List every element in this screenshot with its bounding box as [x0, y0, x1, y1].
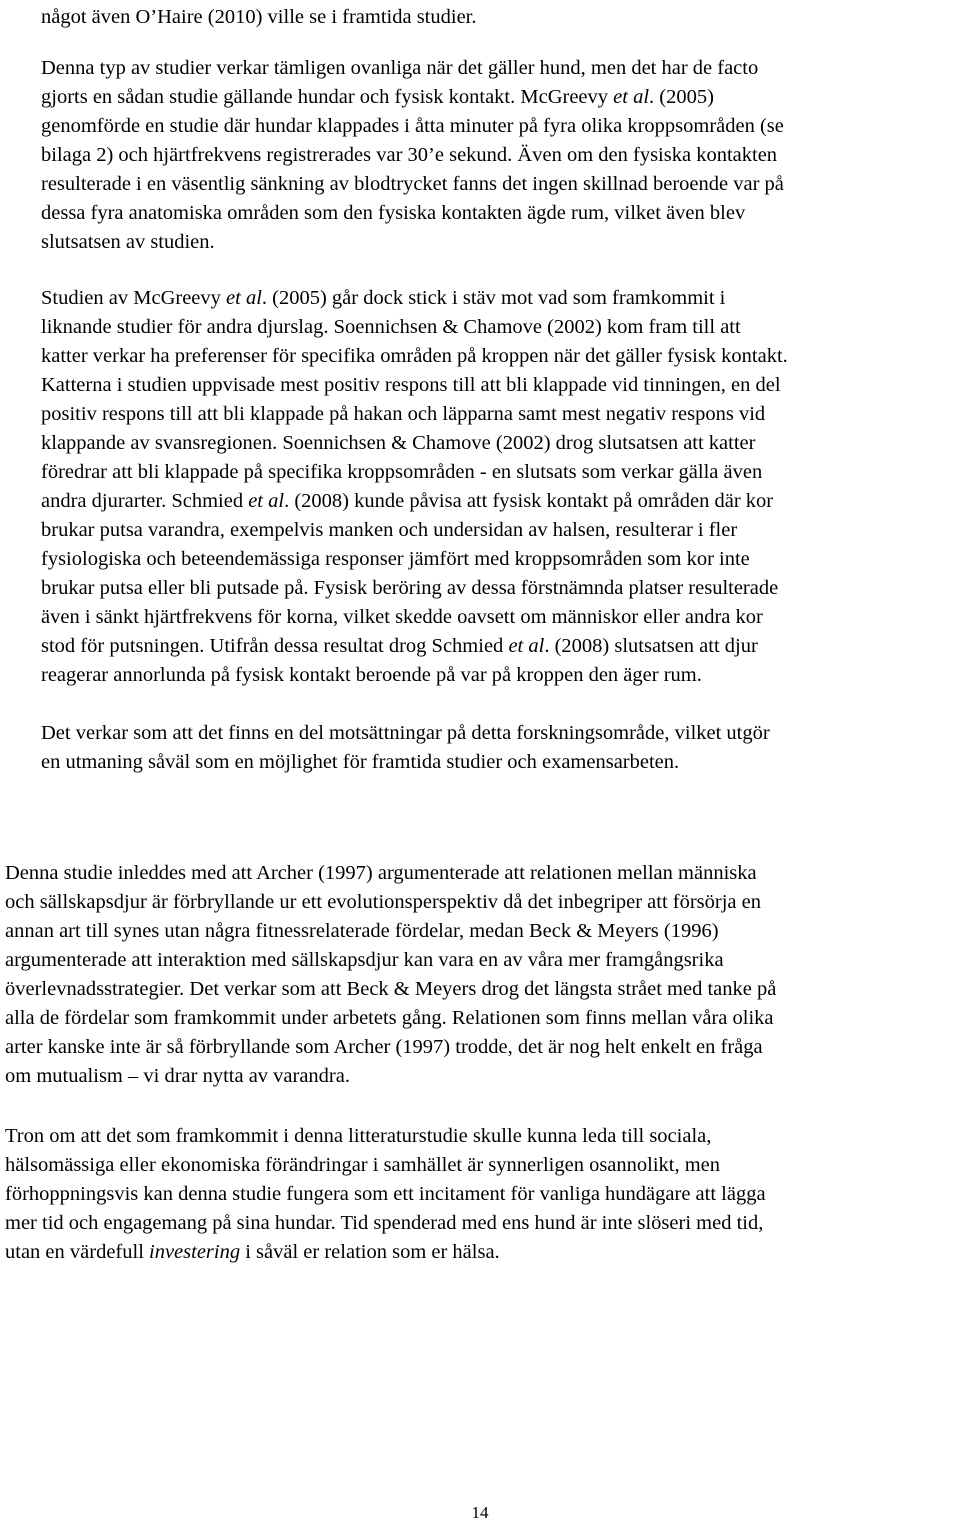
text-line: [41, 228, 784, 257]
text-line: [5, 917, 776, 946]
text-segment: klappande av svansregionen. Soennichsen & Chamove (2002) drog slutsatsen att katter: [41, 432, 756, 454]
text-line: [41, 661, 788, 690]
text-line: [5, 1180, 766, 1209]
text-segment: och sällskapsdjur är förbryllande ur ett evolutionsperspektiv då det inbegriper att försörja en: [5, 891, 761, 913]
paragraph-contrasting-studies: [41, 284, 788, 690]
text-line: [41, 199, 784, 228]
text-line: [5, 1151, 766, 1180]
italic-text-segment: et al: [226, 287, 262, 309]
text-segment: argumenterade att interaktion med sällskapsdjur kan vara en av våra mer framgångsrika: [5, 949, 724, 971]
page-number: 14: [471, 1503, 489, 1522]
text-segment: Det verkar som att det finns en del motsättningar på detta forskningsområde, vilket utgör: [41, 722, 770, 744]
text-segment: reagerar annorlunda på fysisk kontakt beroende på var på kroppen den äger rum.: [41, 664, 702, 686]
text-segment: slutsatsen av studien.: [41, 231, 215, 253]
text-line: [5, 888, 776, 917]
text-segment: något även O’Haire (2010) ville se i framtida studier.: [41, 6, 477, 28]
text-line: [41, 487, 788, 516]
italic-text-segment: et al: [508, 635, 545, 657]
text-line: [5, 1238, 766, 1267]
text-segment: brukar putsa eller bli putsade på. Fysisk beröring av dessa förstnämnda platser resulterade: [41, 577, 779, 599]
text-line: [41, 458, 788, 487]
text-line: [41, 170, 784, 199]
text-line: [41, 400, 788, 429]
text-segment: positiv respons till att bli klappade på hakan och läpparna samt mest negativ respons vid: [41, 403, 766, 425]
text-segment: överlevnadsstrategier. Det verkar som att Beck & Meyers drog det längsta strået med tanke på: [5, 978, 777, 1000]
text-segment: . (2005): [649, 86, 714, 108]
text-segment: i såväl er relation som er hälsa.: [240, 1241, 500, 1263]
text-segment: bilaga 2) och hjärtfrekvens registrerades var 30’e sekund. Även om den fysiska kontakten: [41, 144, 778, 166]
text-line: [5, 1062, 776, 1091]
text-line: [41, 545, 788, 574]
text-line: [5, 1209, 766, 1238]
text-line: [41, 141, 784, 170]
text-segment: resulterade i en väsentlig sänkning av blodtrycket fanns det ingen skillnad beroende var på: [41, 173, 784, 195]
text-line: [41, 83, 784, 112]
text-line: [41, 3, 477, 32]
text-line: [41, 632, 788, 661]
text-segment: genomförde en studie där hundar klappades i åtta minuter på fyra olika kroppsområden (se: [41, 115, 784, 137]
text-line: [5, 975, 776, 1004]
text-segment: arter kanske inte är så förbryllande som Archer (1997) trodde, det är nog helt enkelt en fråga: [5, 1036, 763, 1058]
text-segment: . (2005) går dock stick i stäv mot vad som framkommit i: [261, 287, 726, 309]
text-segment: fysiologiska och beteendemässiga responser jämfört med kroppsområden som kor inte: [41, 548, 750, 570]
paragraph-contradictions: [41, 719, 770, 777]
text-segment: . (2008) kunde påvisa att fysisk kontakt på områden där kor: [284, 490, 774, 512]
text-segment: även i sänkt hjärtfrekvens för korna, vilket skedde oavsett om människor eller andra kor: [41, 606, 763, 628]
text-line: [41, 54, 784, 83]
text-line: [5, 946, 776, 975]
paragraph-final-remarks: [5, 1122, 766, 1267]
text-line: [41, 574, 788, 603]
text-segment: Denna studie inleddes med att Archer (1997) argumenterade att relationen mellan människa: [5, 862, 757, 884]
text-segment: gjorts en sådan studie gällande hundar och fysisk kontakt. McGreevy: [41, 86, 614, 108]
italic-text-segment: investering: [149, 1241, 241, 1263]
text-segment: . (2008) slutsatsen att djur: [544, 635, 758, 657]
text-segment: Tron om att det som framkommit i denna litteraturstudie skulle kunna leda till sociala,: [5, 1125, 712, 1147]
text-line: [41, 429, 788, 458]
italic-text-segment: et al: [613, 86, 650, 108]
text-line: [5, 859, 776, 888]
text-segment: katter verkar ha preferenser för specifika områden på kroppen när det gäller fysisk kontakt.: [41, 345, 788, 367]
text-line: [41, 342, 788, 371]
text-line: [5, 1122, 766, 1151]
text-line: [41, 516, 788, 545]
text-segment: om mutualism – vi drar nytta av varandra.: [5, 1065, 350, 1087]
text-segment: dessa fyra anatomiska områden som den fysiska kontakten ägde rum, vilket även blev: [41, 202, 746, 224]
text-line: [5, 1033, 776, 1062]
text-segment: en utmaning såväl som en möjlighet för framtida studier och examensarbeten.: [41, 751, 680, 773]
text-segment: andra djurarter. Schmied: [41, 490, 249, 512]
text-segment: annan art till synes utan några fitnessrelaterade fördelar, medan Beck & Meyers (1996): [5, 920, 719, 942]
text-line: [41, 112, 784, 141]
text-line: [41, 284, 788, 313]
paragraph-archer-conclusion: [5, 859, 776, 1091]
text-segment: förhoppningsvis kan denna studie fungera som ett incitament för vanliga hundägare att lägga: [5, 1183, 766, 1205]
text-segment: stod för putsningen. Utifrån dessa resultat drog Schmied: [41, 635, 509, 657]
text-segment: Katterna i studien uppvisade mest positiv respons till att bli klappade vid tinningen, en del: [41, 374, 781, 396]
text-segment: Denna typ av studier verkar tämligen ovanliga när det gäller hund, men det har de facto: [41, 57, 759, 79]
paragraph-mcgreevy-study: [41, 54, 784, 257]
text-segment: Studien av McGreevy: [41, 287, 227, 309]
text-line: [5, 1004, 776, 1033]
text-line: [41, 603, 788, 632]
text-segment: brukar putsa varandra, exempelvis manken och undersidan av halsen, resulterar i fler: [41, 519, 738, 541]
paragraph-intro-continuation: [41, 3, 477, 32]
text-segment: föredrar att bli klappade på specifika kroppsområden - en slutsats som verkar gälla även: [41, 461, 763, 483]
text-line: [41, 313, 788, 342]
text-segment: utan en värdefull: [5, 1241, 150, 1263]
text-line: [41, 748, 770, 777]
text-line: [41, 371, 788, 400]
italic-text-segment: et al: [248, 490, 285, 512]
text-segment: hälsomässiga eller ekonomiska förändringar i samhället är synnerligen osannolikt, men: [5, 1154, 721, 1176]
text-segment: liknande studier för andra djurslag. Soennichsen & Chamove (2002) kom fram till att: [41, 316, 741, 338]
text-segment: alla de fördelar som framkommit under arbetets gång. Relationen som finns mellan våra olika: [5, 1007, 774, 1029]
text-segment: mer tid och engagemang på sina hundar. Tid spenderad med ens hund är inte slöseri med tid,: [5, 1212, 764, 1234]
text-line: [41, 719, 770, 748]
